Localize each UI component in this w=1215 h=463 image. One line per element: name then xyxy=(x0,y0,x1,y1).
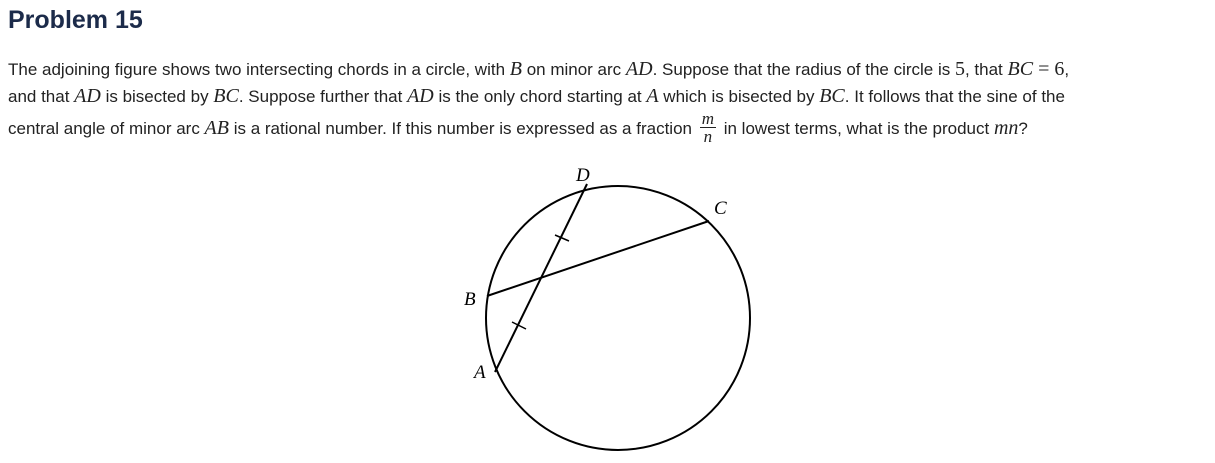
text-run: is bisected by xyxy=(100,87,214,106)
math-mn: mn xyxy=(993,116,1019,139)
text-run: ? xyxy=(1018,118,1028,138)
math-eq-6: = 6 xyxy=(1033,58,1065,80)
chord-BC xyxy=(487,221,709,296)
text-run: . It follows that the sine of the xyxy=(844,87,1065,106)
math-AD: AD xyxy=(625,58,653,80)
math-AD: AD xyxy=(407,85,434,107)
fraction-numerator: m xyxy=(701,109,714,128)
text-run: which is bisected by xyxy=(658,87,820,106)
text-run: in lowest terms, what is the product xyxy=(719,118,994,138)
text-run: on minor arc xyxy=(521,60,626,79)
math-BC: BC xyxy=(1007,58,1034,80)
math-BC: BC xyxy=(819,85,845,107)
text-run: . Suppose that the radius of the circle is xyxy=(652,60,955,79)
label-C: C xyxy=(714,198,727,219)
problem-title: Problem 15 xyxy=(8,6,143,34)
label-B: B xyxy=(464,289,476,310)
label-A: A xyxy=(474,362,486,383)
math-A: A xyxy=(646,85,659,107)
math-AD: AD xyxy=(74,85,101,107)
label-D: D xyxy=(576,165,590,186)
text-run: , that xyxy=(964,60,1008,79)
math-B: B xyxy=(509,58,522,80)
text-run: central angle of minor arc xyxy=(8,118,205,138)
math-5: 5 xyxy=(954,58,965,80)
text-run: is a rational number. If this number is expressed as a fraction xyxy=(228,118,697,138)
math-AB: AB xyxy=(204,116,229,139)
text-run: , xyxy=(1064,60,1070,79)
math-BC: BC xyxy=(213,85,239,107)
circle xyxy=(486,186,750,450)
text-run: . Suppose further that xyxy=(238,87,408,106)
fraction-denominator: n xyxy=(703,127,713,146)
text-run: is the only chord starting at xyxy=(433,87,647,106)
text-run: and that xyxy=(8,87,75,106)
text-run: The adjoining figure shows two intersecting chords in a circle, with xyxy=(8,60,510,79)
